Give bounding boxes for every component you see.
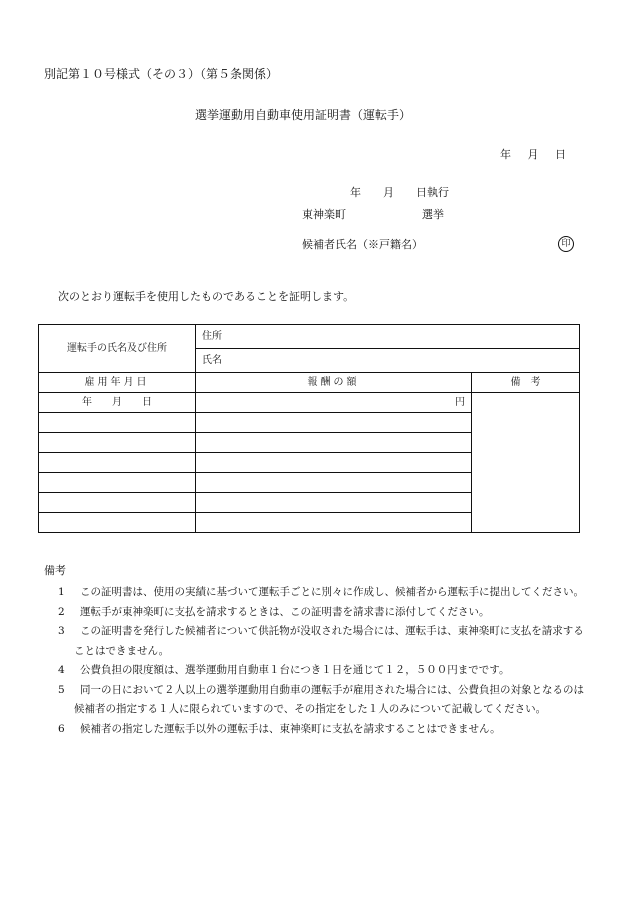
table-header-row: [39, 373, 580, 393]
note-number: 6: [58, 722, 65, 735]
note-number: 2: [58, 605, 65, 618]
note-number: 5: [58, 683, 65, 696]
certification-statement: 次のとおり運転手を使用したものであることを証明します。: [58, 290, 355, 303]
employment-date-cell: [39, 413, 196, 433]
seal-mark: 印: [558, 236, 574, 252]
note-text: 運転手が東神楽町に支払を請求するときは、この証明書を請求書に添付してください。: [80, 605, 490, 618]
note-item: [58, 681, 586, 720]
payment-cell: [196, 433, 472, 453]
notes-title: 備考: [44, 564, 66, 577]
form-id: 別記第１０号様式（その３）（第５条関係）: [44, 67, 279, 81]
payment-cell: [196, 513, 472, 533]
notes-list: [58, 583, 586, 739]
payment-cell: [196, 453, 472, 473]
note-number: 4: [58, 664, 65, 676]
col-payment: 報酬の額: [196, 373, 472, 393]
note-text: 候補者の指定した運転手以外の運転手は、東神楽町に支払を請求することはできません。: [80, 722, 501, 735]
note-item: [58, 661, 586, 681]
col-employment-date: 雇用年月日: [39, 373, 196, 393]
employment-date-cell: [39, 453, 196, 473]
document-title: 選挙運動用自動車使用証明書（運転手）: [195, 108, 412, 122]
employment-date-cell: [39, 493, 196, 513]
note-text: この証明書を発行した候補者について供託物が没収された場合には、運転手は、東神楽町に支払を請求することはできません。: [74, 625, 584, 657]
driver-label-cell: 運転手の氏名及び住所: [39, 325, 196, 373]
address-cell: 住所: [196, 325, 580, 349]
town-name: 東神楽町: [302, 208, 346, 221]
candidate-name-label: 候補者氏名（※戸籍名）: [302, 238, 423, 251]
issue-date: 年 月 日: [500, 148, 566, 161]
note-number: 3: [58, 625, 65, 637]
note-item: [58, 583, 586, 603]
note-text: 公費負担の限度額は、選挙運動用自動車１台につき１日を通じて１２，５００円までです。: [80, 664, 510, 676]
employment-date-cell: 年 月 日: [39, 393, 196, 413]
note-text: この証明書は、使用の実績に基づいて運転手ごとに別々に作成し、候補者から運転手に提出してください。: [80, 586, 584, 598]
table-row: [39, 325, 580, 349]
employment-date-cell: [39, 433, 196, 453]
payment-cell: [196, 413, 472, 433]
certificate-table: [38, 324, 580, 533]
table-row: [39, 393, 580, 413]
election-exec-date: 年 月 日執行: [350, 186, 449, 199]
note-text: 同一の日において２人以上の選挙運動用自動車の運転手が雇用された場合には、公費負担の対象となるのは候補者の指定する１人に限られていますので、その指定をした１人のみについて記載してください。: [74, 683, 584, 715]
payment-cell: 円: [196, 393, 472, 413]
employment-date-cell: [39, 513, 196, 533]
payment-cell: [196, 473, 472, 493]
remarks-cell: [472, 393, 580, 533]
note-item: [58, 603, 586, 623]
col-remarks: 備 考: [472, 373, 580, 393]
note-item: [58, 720, 586, 740]
election-label: 選挙: [422, 208, 444, 221]
note-item: [58, 622, 586, 661]
payment-cell: [196, 493, 472, 513]
employment-date-cell: [39, 473, 196, 493]
name-cell: 氏名: [196, 349, 580, 373]
note-number: 1: [58, 586, 65, 598]
